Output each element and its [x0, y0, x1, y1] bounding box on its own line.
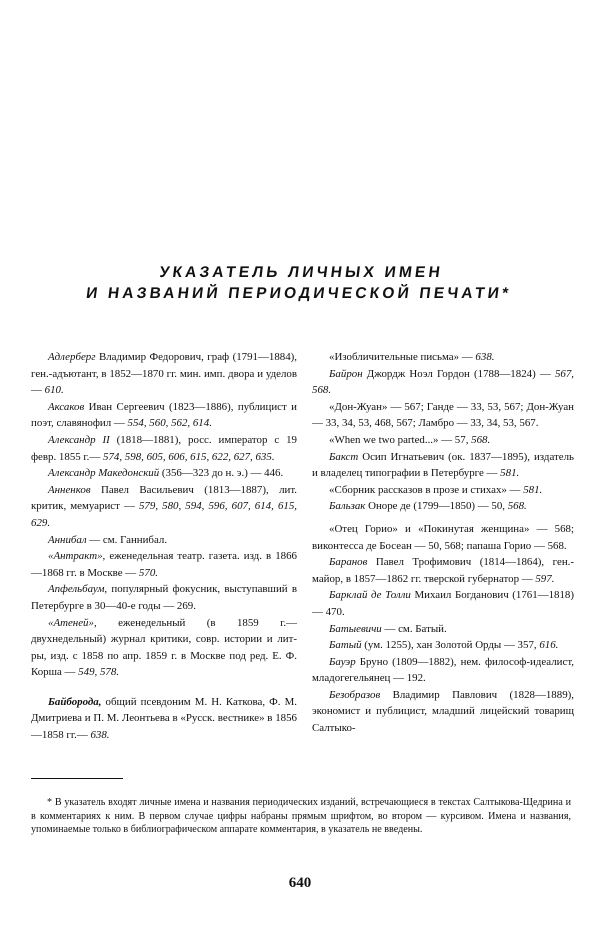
- title-line-2: И НАЗВАНИЙ ПЕРИОДИЧЕСКОЙ ПЕЧАТИ*: [85, 285, 513, 302]
- index-entry: Бальзак Оноре де (1799—1850) — 50, 568.: [329, 500, 527, 513]
- title-line-1: УКАЗАТЕЛЬ ЛИЧНЫХ ИМЕН: [158, 264, 444, 281]
- index-entry: Байрон Джордж Ноэл Гордон (1788—1824) — 567, 568.: [312, 367, 574, 397]
- index-entry: Адлерберг Владимир Федорович, граф (1791—1884), ген.-адъютант, в 1852—1870 гг. мин. имп. двора и уделов — 610.: [31, 351, 297, 397]
- index-entry: Александр Македонский (356—323 до н. э.) — 446.: [48, 467, 284, 480]
- index-entry: Бакст Осип Игнатьевич (ок. 1837—1895), издатель и владелец типографии в Петербурге — 581.: [312, 450, 574, 480]
- index-entry: Барклай де Толли Михаил Богданович (1761—1818) — 470.: [312, 589, 574, 618]
- footnote: * В указатель входят личные имена и названия периодических изданий, встречающиеся в текстах Салтыкова-Щедрина и в комментариях к ним. В первом случае цифры набраны прямым шрифтом, во втором — курсивом. Имена и названия, упоминаемые только в библиографическом аппарате комментария, в указатель не введены.: [31, 797, 571, 835]
- index-entry: Апфельбаум, популярный фокусник, выступавший в Петербурге в 30—40-е годы — 269.: [31, 583, 297, 612]
- index-entry: Байборода, общий псевдоним М. Н. Каткова, Ф. М. Дмитриева и П. М. Леонтьева в «Русск. вестнике» в 1856—1858 гг.— 638.: [31, 695, 297, 742]
- index-entry: «Антракт», еженедельная театр. газета. изд. в 1866—1868 гг. в Москве — 570.: [31, 550, 297, 579]
- index-entry: Бауэр Бруно (1809—1882), нем. философ-идеалист, младогегельянец — 192.: [312, 655, 574, 685]
- index-entry: Анненков Павел Васильевич (1813—1887), лит. критик, мемуарист — 579, 580, 594, 596, 607, 614, 615, 629.: [31, 483, 298, 529]
- index-subentry: «Отец Горио» и «Покинутая женщина» — 568; виконтесса де Босеан — 50, 568; папаша Горио — 568.: [312, 522, 574, 552]
- index-entry: Безобразов Владимир Павлович (1828—1889), экономист и публицист, младший лицейский товарищ Салтыко-: [312, 688, 574, 735]
- page-number: 640: [288, 875, 312, 891]
- index-subentry: «Сборник рассказов в прозе и стихах» — 581.: [329, 483, 543, 496]
- index-entry: Батыевичи — см. Батый.: [329, 622, 447, 635]
- index-entry: Аксаков Иван Сергеевич (1823—1886), публицист и поэт, славянофил — 554, 560, 562, 614.: [31, 400, 297, 430]
- index-entry: Баранов Павел Трофимович (1814—1864), ген.-майор, в 1857—1862 гг. тверской губернатор — 597.: [312, 556, 574, 585]
- index-entry: Александр II (1818—1881), росс. император с 19 февр. 1855 г.— 574, 598, 605, 606, 615, 622, 627, 635.: [31, 433, 297, 463]
- index-title: [0, 262, 600, 304]
- index-subentry: «When we two parted...» — 57, 568.: [329, 433, 491, 446]
- footnote-rule: [31, 778, 123, 779]
- left-column: [31, 349, 297, 744]
- index-entry: «Атеней», еженедельный (в 1859 г.— двухнедельный) журнал критики, совр. истории и лит-ры, изд. с 1858 по апр. 1859 г. в Москве под ред. Е. Ф. Корша — 549, 578.: [31, 616, 297, 679]
- index-subentry: «Дон-Жуан» — 567; Ганде — 33, 53, 567; Дон-Жуан — 33, 34, 53, 468, 567; Ламбро — 33, 34, 53, 567.: [312, 400, 574, 430]
- right-column: [312, 349, 574, 737]
- index-entry: Батый (ум. 1255), хан Золотой Орды — 357, 616.: [329, 639, 559, 652]
- index-subentry: «Изобличительные письма» — 638.: [329, 351, 495, 363]
- index-entry: Аннибал — см. Ганнибал.: [48, 533, 168, 546]
